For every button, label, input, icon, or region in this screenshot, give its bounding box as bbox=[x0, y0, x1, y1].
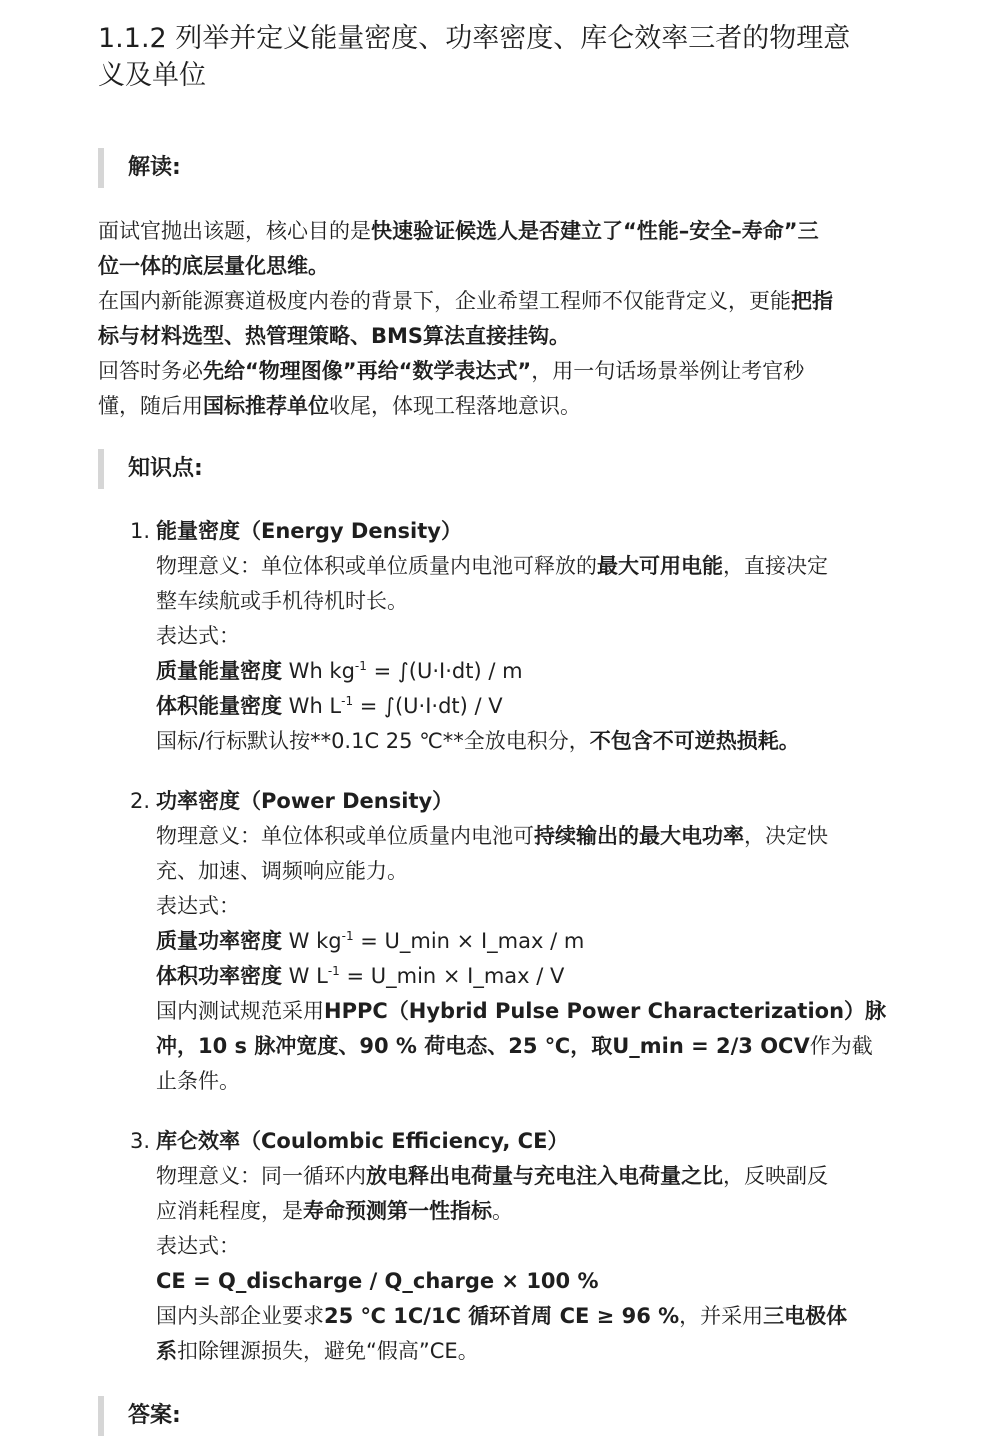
item-line: 整车续航或手机待机时长。 bbox=[156, 589, 408, 613]
intro-text: 收尾，体现工程落地意识。 bbox=[329, 394, 581, 418]
item-text: ，直接决定 bbox=[723, 554, 828, 578]
item-bold: 寿命预测第一性指标 bbox=[303, 1199, 492, 1223]
section-title bbox=[98, 20, 918, 94]
formula-expr: = U_min × I_max / V bbox=[339, 964, 565, 988]
item-line bbox=[156, 724, 930, 759]
item-heading bbox=[130, 1124, 930, 1159]
item-bold: 三电极体 bbox=[763, 1304, 848, 1328]
intro-text: 面试官抛出该题，核心目的是 bbox=[98, 219, 371, 243]
item-text: ，反映副反 bbox=[723, 1164, 828, 1188]
jiedu-callout bbox=[98, 148, 924, 188]
item-body bbox=[130, 1159, 930, 1369]
intro-bold: 把指 bbox=[791, 289, 833, 313]
title-line-2: 义及单位 bbox=[98, 60, 206, 91]
item-bold: 持续输出的最大电功率 bbox=[534, 824, 744, 848]
formula-unit: Wh kg bbox=[282, 659, 355, 683]
formula-expr: = ∫(U·I·dt) / m bbox=[366, 659, 523, 683]
item-bold: 放电释出电荷量与充电注入电荷量之比 bbox=[366, 1164, 723, 1188]
formula-unit: W L bbox=[282, 964, 328, 988]
item-bold: 不包含不可逆热损耗。 bbox=[589, 729, 800, 753]
item-text: 扣除锂源损失，避免“假高”CE。 bbox=[177, 1339, 479, 1363]
item-text: 国内测试规范采用 bbox=[156, 999, 324, 1023]
item-line: 表达式： bbox=[156, 894, 240, 918]
formula-unit: Wh L bbox=[282, 694, 342, 718]
intro-paragraph bbox=[98, 214, 928, 424]
item-heading bbox=[130, 514, 930, 549]
item-bold: 冲，10 s 脉冲宽度、90 % 荷电态、25 ℃，取U_min = 2/3 OCV bbox=[156, 1034, 810, 1058]
intro-line bbox=[98, 249, 928, 284]
item-line bbox=[156, 819, 930, 854]
item-body bbox=[130, 549, 930, 759]
intro-text: 在国内新能源赛道极度内卷的背景下，企业希望工程师不仅能背定义，更能 bbox=[98, 289, 791, 313]
formula-expr: CE = Q_discharge / Q_charge × 100 % bbox=[156, 1269, 599, 1293]
item-line bbox=[156, 1194, 930, 1229]
zhishi-callout bbox=[98, 449, 924, 489]
intro-text: 懂，随后用 bbox=[98, 394, 203, 418]
item-text: ，并采用 bbox=[679, 1304, 764, 1328]
item-text: 物理意义：单位体积或单位质量内电池可释放的 bbox=[156, 554, 597, 578]
item-text: 作为截 bbox=[809, 1034, 873, 1058]
daan-label: 答案: bbox=[128, 1403, 181, 1428]
daan-callout bbox=[98, 1396, 924, 1436]
list-item-power-density bbox=[130, 784, 930, 1099]
intro-bold: 标与材料选型、热管理策略、BMS算法直接挂钩。 bbox=[98, 324, 571, 348]
item-text: 国标/行标默认按**0.1C 25 ℃**全放电积分， bbox=[156, 729, 590, 753]
intro-text: ，用一句话场景举例让考官秒 bbox=[531, 359, 805, 383]
list-item-coulombic-efficiency bbox=[130, 1124, 930, 1369]
intro-bold: 位一体的底层量化思维。 bbox=[98, 254, 329, 278]
item-text: ，决定快 bbox=[744, 824, 828, 848]
item-text: 应消耗程度，是 bbox=[156, 1199, 303, 1223]
zhishi-label: 知识点: bbox=[128, 456, 203, 481]
item-number: 2. bbox=[130, 789, 151, 813]
item-text: 国内头部企业要求 bbox=[156, 1304, 324, 1328]
item-line bbox=[156, 549, 930, 584]
item-line bbox=[156, 1299, 930, 1334]
item-title: 库仑效率（Coulombic Efficiency, CE） bbox=[156, 1129, 569, 1153]
item-title: 功率密度（Power Density） bbox=[156, 789, 454, 813]
formula-expr: = ∫(U·I·dt) / V bbox=[353, 694, 503, 718]
list-item-energy-density bbox=[130, 514, 930, 759]
item-bold: HPPC（Hybrid Pulse Power Characterization）脉 bbox=[324, 999, 887, 1023]
formula-expr: = U_min × I_max / m bbox=[353, 929, 585, 953]
item-number: 1. bbox=[130, 519, 151, 543]
intro-line bbox=[98, 389, 928, 424]
item-line bbox=[156, 994, 930, 1029]
unit-exponent: -1 bbox=[354, 659, 367, 673]
item-line: 止条件。 bbox=[156, 1069, 240, 1093]
intro-bold: 国标推荐单位 bbox=[203, 394, 329, 418]
intro-line bbox=[98, 284, 928, 319]
item-number: 3. bbox=[130, 1129, 151, 1153]
item-line bbox=[156, 1159, 930, 1194]
formula-line bbox=[156, 959, 930, 994]
item-line bbox=[156, 1029, 930, 1064]
item-line bbox=[156, 1334, 930, 1369]
jiedu-label: 解读: bbox=[128, 155, 181, 180]
title-line-1: 1.1.2 列举并定义能量密度、功率密度、库仑效率三者的物理意 bbox=[98, 23, 851, 54]
item-title: 能量密度（Energy Density） bbox=[156, 519, 462, 543]
item-text: 物理意义：单位体积或单位质量内电池可 bbox=[156, 824, 534, 848]
item-heading bbox=[130, 784, 930, 819]
unit-exponent: -1 bbox=[327, 964, 340, 978]
item-text: 。 bbox=[492, 1199, 513, 1223]
item-line: 充、加速、调频响应能力。 bbox=[156, 859, 408, 883]
unit-exponent: -1 bbox=[341, 929, 354, 943]
formula-label: 体积能量密度 bbox=[156, 694, 282, 718]
intro-line bbox=[98, 354, 928, 389]
item-line: 表达式： bbox=[156, 624, 240, 648]
formula-unit: W kg bbox=[282, 929, 342, 953]
intro-bold: 快速验证候选人是否建立了“性能–安全–寿命”三 bbox=[371, 219, 819, 243]
unit-exponent: -1 bbox=[341, 694, 354, 708]
formula-line bbox=[156, 689, 930, 724]
formula-line bbox=[156, 924, 930, 959]
intro-bold: 先给“物理图像”再给“数学表达式” bbox=[203, 359, 532, 383]
item-bold: 系 bbox=[156, 1339, 177, 1363]
formula-label: 质量能量密度 bbox=[156, 659, 282, 683]
formula-line bbox=[156, 1264, 930, 1299]
item-bold: 最大可用电能 bbox=[597, 554, 723, 578]
formula-label: 体积功率密度 bbox=[156, 964, 282, 988]
intro-text: 回答时务必 bbox=[98, 359, 203, 383]
formula-label: 质量功率密度 bbox=[156, 929, 282, 953]
item-bold: 25 ℃ 1C/1C 循环首周 CE ≥ 96 % bbox=[324, 1304, 680, 1328]
item-text: 物理意义：同一循环内 bbox=[156, 1164, 366, 1188]
item-body bbox=[130, 819, 930, 1099]
formula-line bbox=[156, 654, 930, 689]
intro-line bbox=[98, 214, 928, 249]
item-line: 表达式： bbox=[156, 1234, 240, 1258]
intro-line bbox=[98, 319, 928, 354]
